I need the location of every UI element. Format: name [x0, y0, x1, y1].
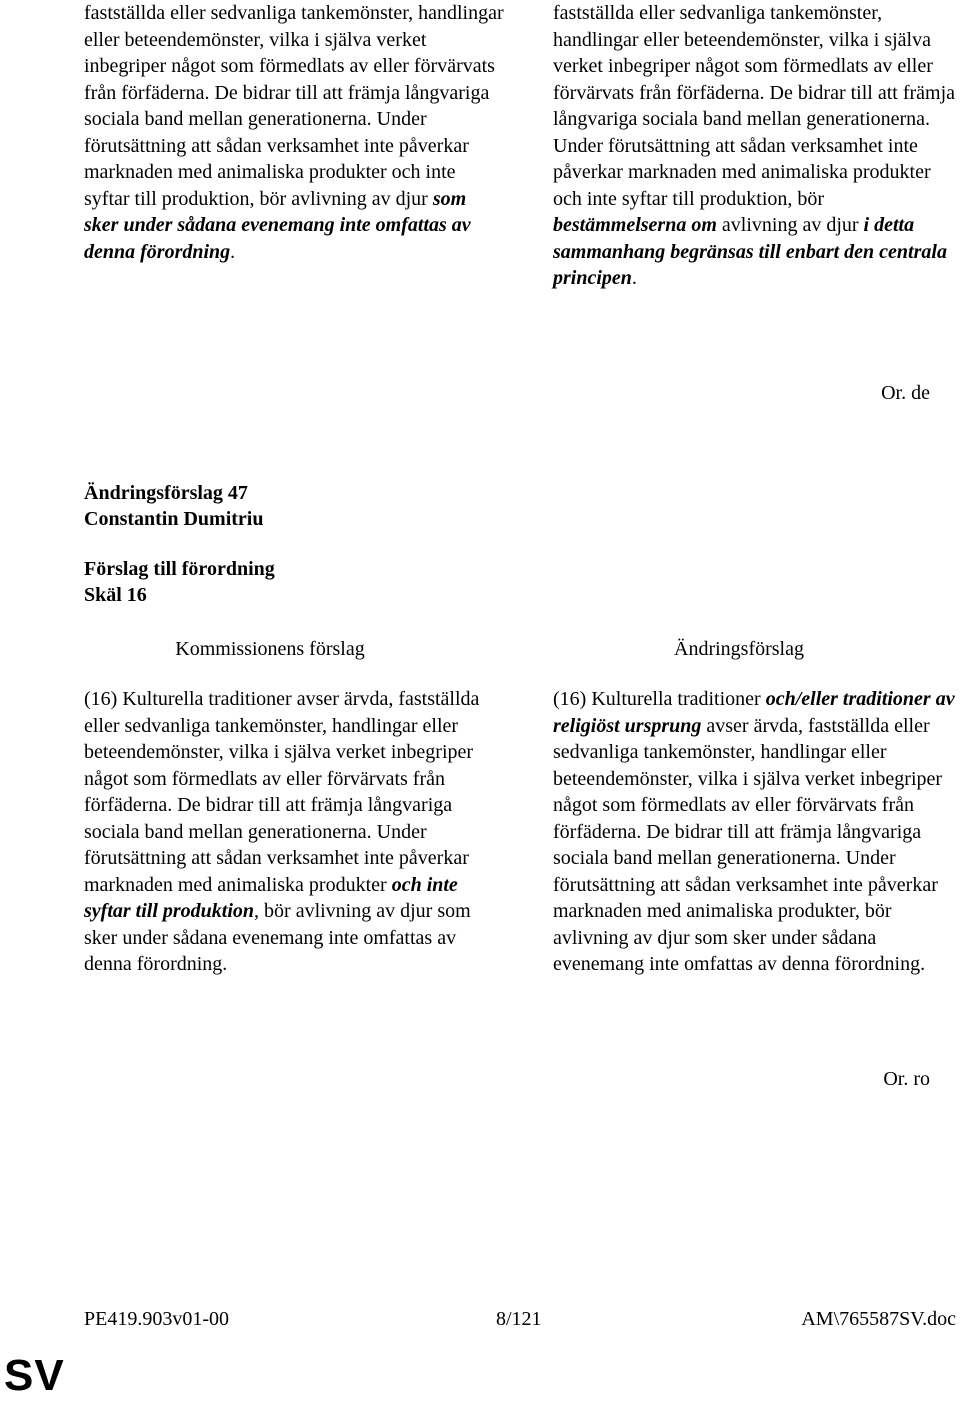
text-segment: avlivning av djur: [716, 214, 864, 236]
emphasized-text-segment: som sker under sådana evenemang inte omfattas av denna förordning: [84, 187, 471, 263]
language-badge: SV: [4, 1351, 65, 1400]
text-segment: .: [230, 240, 236, 263]
commission-proposal-header: Kommissionens förslag: [175, 638, 365, 660]
top-left-text: [84, 0, 504, 265]
footer-doc-ref: PE419.903v01-00: [84, 1308, 229, 1330]
text-segment: fastställda eller sedvanliga tankemönster, handlingar eller beteendemönster, vilka i själva verket inbegriper något som förmedlats av eller förvärvats från förfäderna. De bidrar till att främja långvariga sociala band mellan generationerna. Under förutsättning att sådan verksamhet inte påverkar marknaden med animaliska produkter och inte syftar till produktion, bör avlivning av djur: [84, 2, 504, 210]
amendment-author: Constantin Dumitriu: [84, 508, 264, 530]
recital-title: Skäl 16: [84, 584, 147, 606]
footer-page-number: 8/121: [496, 1308, 542, 1330]
emphasized-text-segment: och inte syftar till produktion: [84, 873, 458, 922]
amendment-header: Ändringsförslag: [674, 638, 804, 660]
original-language-ro: Or. ro: [883, 1068, 930, 1090]
text-segment: , bör avlivning av djur som sker under sådana evenemang inte omfattas av denna förordning.: [84, 900, 471, 975]
proposal-title: Förslag till förordning: [84, 558, 275, 580]
emphasized-text-segment: bestämmelserna om: [553, 214, 717, 236]
text-segment: avser ärvda, fastställda eller sedvanliga tankemönster, handlingar eller beteendemönster, vilka i själva verket inbegriper något som förmedlats av eller förvärvats från förfäderna. De bidrar till att främja långvariga sociala band mellan generationerna. Under förutsättning att sådan verksamhet inte påverkar marknaden med animaliska produkter, bör avlivning av djur som sker under sådana evenemang inte omfattas av denna förordning.: [553, 714, 943, 975]
emphasized-text-segment: i detta sammanhang begränsas till enbart den centrala principen: [553, 214, 947, 289]
text-segment: .: [631, 267, 637, 289]
emphasized-text-segment: och/eller traditioner av religiöst ursprung: [553, 688, 955, 737]
text-segment: fastställda eller sedvanliga tankemönster, handlingar eller beteendemönster, vilka i själva verket inbegriper något som förmedlats av eller förvärvats från förfäderna. De bidrar till att främja långvariga sociala band mellan generationerna. Under förutsättning att sådan verksamhet inte påverkar marknaden med animaliska produkter och inte syftar till produktion, bör: [553, 2, 956, 210]
text-segment: (16) Kulturella traditioner: [553, 688, 766, 710]
top-right-text: [553, 0, 960, 292]
commission-text: [84, 686, 504, 978]
amendment-text: [553, 686, 960, 978]
footer-file-ref: AM\765587SV.doc: [801, 1308, 956, 1330]
amendment-number: Ändringsförslag 47: [84, 482, 248, 504]
text-segment: (16) Kulturella traditioner avser ärvda, fastställda eller sedvanliga tankemönster, handlingar eller beteendemönster, vilka i själva verket inbegriper något som förmedlats av eller förvärvats från förfäderna. De bidrar till att främja långvariga sociala band mellan generationerna. Under förutsättning att sådan verksamhet inte påverkar marknaden med animaliska produkter: [84, 688, 480, 896]
original-language-de: Or. de: [881, 382, 930, 404]
